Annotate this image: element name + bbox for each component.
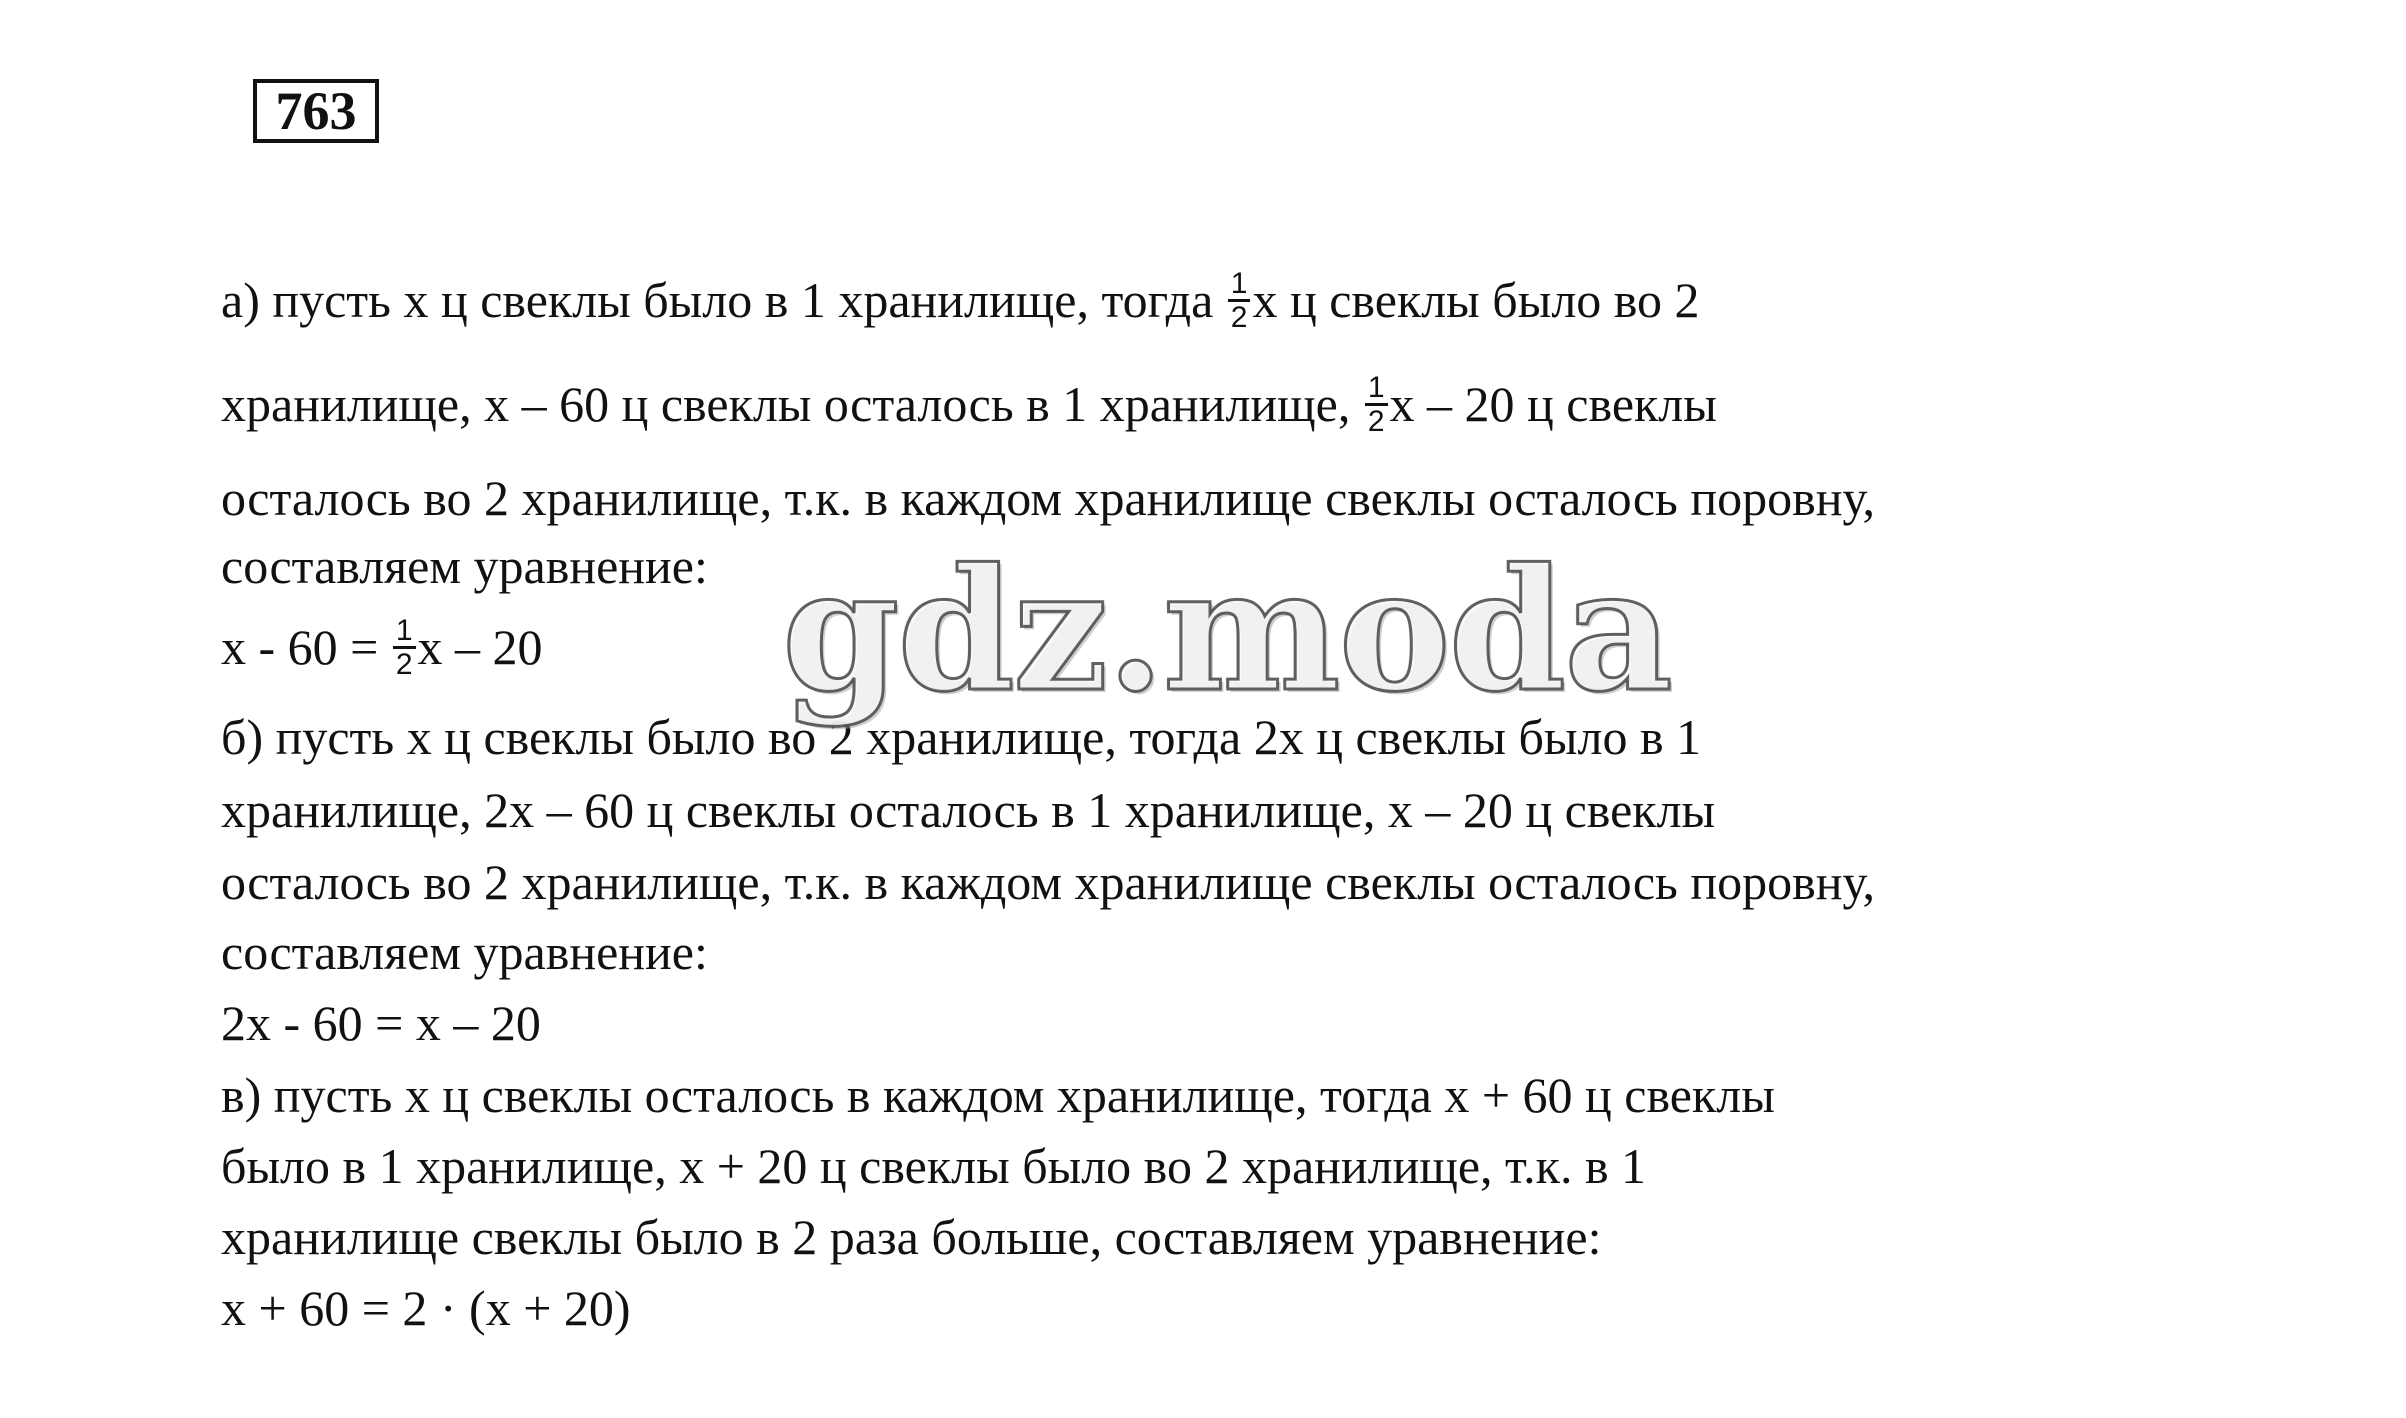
part-b-line-2: хранилище, 2х – 60 ц свеклы осталось в 1 хранилище, х – 20 ц свеклы (221, 782, 1716, 838)
problem-number: 763 (275, 81, 357, 141)
fraction: $\frac{1}{2}$ (1365, 373, 1388, 438)
part-a-line-1: а) пусть х ц свеклы было в 1 хранилище, тогда $\frac{1}{2}$ х ц свеклы было во 2 (221, 267, 1700, 335)
part-c-line-1: в) пусть х ц свеклы осталось в каждом хранилище, тогда х + 60 ц свеклы (221, 1067, 1775, 1123)
part-b-line-3: осталось во 2 хранилище, т.к. в каждом хранилище свеклы осталось поровну, (221, 854, 1875, 910)
part-c-line-3: хранилище свеклы было в 2 раза больше, составляем уравнение: (221, 1209, 1602, 1265)
part-c-line-2: было в 1 хранилище, х + 20 ц свеклы было во 2 хранилище, т.к. в 1 (221, 1138, 1647, 1194)
part-a-line-4: составляем уравнение: (221, 538, 708, 594)
part-b-line-1: б) пусть х ц свеклы было во 2 хранилище, тогда 2х ц свеклы было в 1 (221, 709, 1702, 765)
part-c-equation: х + 60 = 2 · (х + 20) (221, 1280, 631, 1336)
part-b-line-4: составляем уравнение: (221, 924, 708, 980)
part-a-equation: х - 60 = $\frac{1}{2}$ х – 20 (221, 614, 543, 682)
part-a-line-2: хранилище, х – 60 ц свеклы осталось в 1 хранилище, $\frac{1}{2}$ х – 20 ц свеклы (221, 371, 1717, 439)
fraction: $\frac{1}{2}$ (393, 616, 416, 681)
part-a-line-3: осталось во 2 хранилище, т.к. в каждом хранилище свеклы осталось поровну, (221, 470, 1875, 526)
part-b-equation: 2х - 60 = х – 20 (221, 995, 541, 1051)
watermark-logo: gdz.moda (782, 531, 1671, 729)
fraction: $\frac{1}{2}$ (1228, 269, 1251, 334)
problem-number-box (253, 79, 379, 143)
